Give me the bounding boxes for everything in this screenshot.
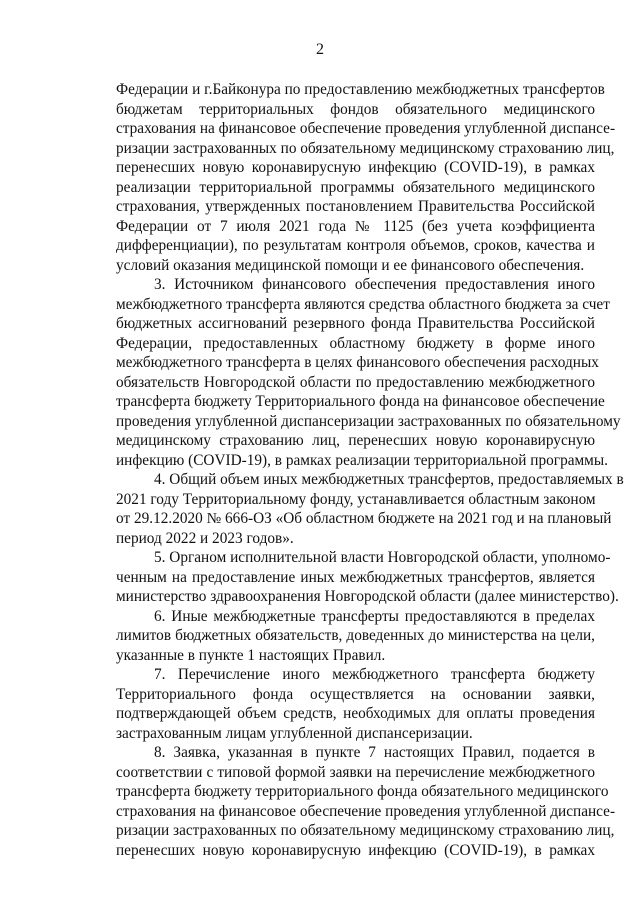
text-line: бюджетам территориальных фондов обязательного медицинского: [116, 100, 595, 118]
text-line: бюджетных ассигнований резервного фонда Правительства Российской: [116, 315, 595, 332]
text-line: Федерации от 7 июля 2021 года № 1125 (без учета коэффициента: [116, 217, 595, 235]
text-line: 6. Иные межбюджетные трансферты предоставляются в пределах: [154, 607, 595, 625]
text-line: лимитов бюджетных обязательств, доведенных до министерства на цели,: [116, 627, 595, 644]
text-line: Федерации и г.Байконура по предоставлению межбюджетных трансфертов: [116, 81, 605, 98]
text-line: ризации застрахованных по обязательному медицинскому страхованию лиц,: [116, 822, 615, 839]
text-line: 5. Органом исполнительной власти Новгородской области, уполномо-: [154, 549, 611, 566]
text-line: перенесших новую коронавирусную инфекцию (COVID-19), в рамках: [116, 841, 595, 859]
text-line: обязательств Новгородской области по предоставлению межбюджетного: [116, 373, 595, 391]
text-line: межбюджетного трансферта в целях финансового обеспечения расходных: [116, 354, 599, 371]
text-line: министерство здравоохранения Новгородской области (далее министерство).: [116, 588, 619, 605]
text-line: Территориального фонда осуществляется на основании заявки,: [116, 685, 595, 703]
text-line: указанные в пункте 1 настоящих Правил.: [116, 646, 386, 664]
text-line: ченным на предоставление иных межбюджетных трансфертов, является: [116, 568, 595, 586]
text-line: подтверждающей объем средств, необходимых для оплаты проведения: [116, 705, 595, 722]
text-line: инфекцию (COVID-19), в рамках реализации территориальной программы.: [116, 451, 608, 469]
text-line: перенесших новую коронавирусную инфекцию (COVID-19), в рамках: [116, 159, 595, 176]
text-line: межбюджетного трансферта являются средства областного бюджета за счет: [116, 295, 610, 313]
page-number: 2: [316, 41, 324, 58]
text-line: 3. Источником финансового обеспечения предоставления иного: [154, 276, 595, 293]
text-line: медицинскому страхованию лиц, перенесших новую коронавирусную: [116, 432, 595, 449]
text-line: ризации застрахованных по обязательному медицинскому страхованию лиц,: [116, 139, 615, 157]
text-line: соответствии с типовой формой заявки на перечисление межбюджетного: [116, 763, 595, 781]
text-line: от 29.12.2020 № 666-ОЗ «Об областном бюджете на 2021 год и на плановый: [116, 510, 612, 527]
text-line: страхования на финансовое обеспечение проведения углубленной диспансе-: [116, 120, 616, 137]
text-line: дифференциации), по результатам контроля объемов, сроков, качества и: [116, 237, 595, 254]
text-line: страхования на финансовое обеспечение проведения углубленной диспансе-: [116, 802, 616, 820]
text-line: страхования, утвержденных постановлением Правительства Российской: [116, 198, 595, 215]
text-line: 4. Общий объем иных межбюджетных трансфертов, предоставляемых в: [154, 471, 624, 488]
text-line: Федерации, предоставленных областному бюджету в форме иного: [116, 334, 595, 352]
text-line: 8. Заявка, указанная в пункте 7 настоящих Правил, подается в: [154, 744, 595, 761]
text-line: 2021 году Территориальному фонду, устанавливается областным законом: [116, 490, 596, 508]
text-line: трансферта бюджету территориального фонда обязательного медицинского: [116, 783, 609, 800]
text-line: условий оказания медицинской помощи и ее финансового обеспечения.: [116, 256, 585, 274]
text-line: реализации территориальной программы обязательного медицинского: [116, 178, 595, 196]
document-body: [116, 80, 624, 860]
text-line: период 2022 и 2023 годов».: [116, 529, 294, 547]
text-line: застрахованным лицам углубленной диспансеризации.: [116, 724, 473, 742]
text-line: трансферта бюджету Территориального фонда на финансовое обеспечение: [116, 393, 605, 410]
text-line: 7. Перечисление иного межбюджетного трансферта бюджету: [154, 666, 595, 683]
text-line: проведения углубленной диспансеризации застрахованных по обязательному: [116, 412, 621, 430]
